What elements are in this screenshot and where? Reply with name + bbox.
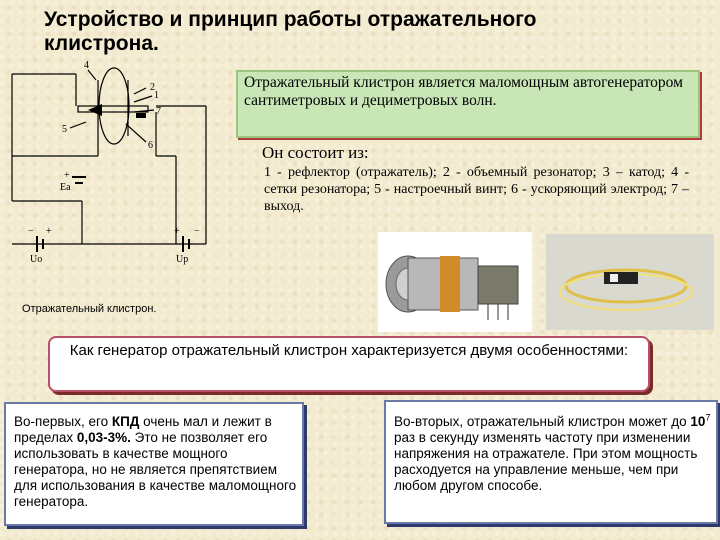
diagram-plus-up: + xyxy=(174,226,180,237)
diagram-label-uo: Uо xyxy=(30,254,43,265)
diagram-label-2: 2 xyxy=(150,82,155,93)
consists-heading: Он состоит из: xyxy=(262,143,369,162)
consists-text: 1 - рефлектор (отражатель); 2 - объемный резонатор; 3 – катод; 4 - сетки резонатора; 5 - настроечный винт; 6 - ускоряющий электрод; 7 – выход. xyxy=(264,165,689,214)
intro-box xyxy=(236,70,700,138)
diagram-label-4: 4 xyxy=(84,60,89,71)
power-exponent: 7 xyxy=(705,412,711,423)
klystron-photo xyxy=(378,232,532,332)
diagram-label-7: 7 xyxy=(156,106,161,117)
first-feature-text-2: очень мал и лежит в пределах xyxy=(14,414,272,445)
klystron-schematic xyxy=(6,60,216,266)
diagram-plus-uo: + xyxy=(46,226,52,237)
first-feature-text-1: Во-первых, его xyxy=(14,414,112,429)
intro-text: Отражательный клистрон является маломощным автогенератором сантиметровых и дециметровых волн. xyxy=(244,74,683,109)
device-photo xyxy=(546,234,714,330)
kpd-label: КПД xyxy=(111,414,140,429)
diagram-plus-ea: + xyxy=(64,170,70,181)
diagram-label-1: 1 xyxy=(154,90,159,101)
diagram-minus-uo: − xyxy=(28,226,34,237)
second-feature-text-1: Во-вторых, отражательный клистрон может до xyxy=(394,414,691,429)
second-feature-text-2: раз в секунду изменять частоту при изменении напряжения на отражателе. При этом мощность расходуется на управление меньше, чем при любом другом способе. xyxy=(394,430,698,493)
diagram-label-6: 6 xyxy=(148,140,153,151)
first-feature-text-3: Это не позволяет его использовать в качестве мощного генератора, но не является препятствием для использования в качестве маломощного генератора. xyxy=(14,430,297,509)
diagram-label-up: Up xyxy=(176,254,189,265)
first-feature-box xyxy=(4,402,304,526)
title-line-1: Устройство и принцип работы отражательного xyxy=(44,8,537,31)
power-base: 10 xyxy=(690,414,706,429)
title-line-2: клистрона. xyxy=(44,32,159,55)
second-feature-box xyxy=(384,400,718,524)
photo-caption: Отражательный клистрон. xyxy=(22,303,157,315)
diagram-minus-up: − xyxy=(194,226,200,237)
diagram-label-5: 5 xyxy=(62,124,67,135)
kpd-range: 0,03-3%. xyxy=(76,430,131,445)
page-title xyxy=(44,8,694,56)
diagram-label-ea: Eа xyxy=(60,182,71,193)
features-text: Как генератор отражательный клистрон характеризуется двумя особенностями: xyxy=(69,342,629,359)
features-box xyxy=(48,336,650,392)
